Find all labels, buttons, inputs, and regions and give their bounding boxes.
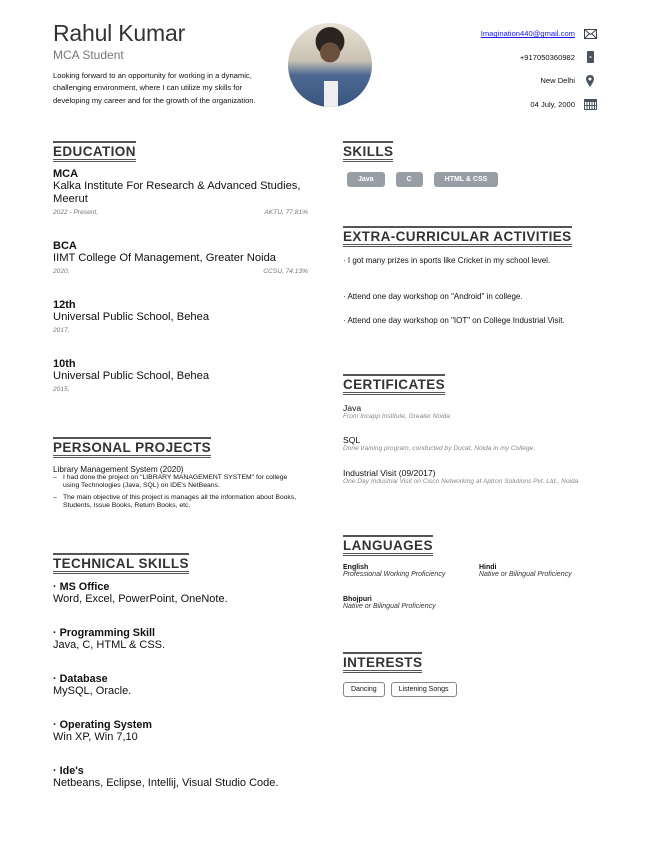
period: 2017,	[53, 327, 70, 334]
interest-pill: Dancing	[343, 682, 385, 697]
envelope-icon	[583, 27, 597, 40]
certificate-item	[343, 468, 598, 487]
language-item	[479, 564, 619, 578]
period: 2022 - Present,	[53, 209, 99, 216]
project-title: Library Management System (2020)	[53, 465, 184, 474]
certificate-item	[343, 435, 598, 454]
contact-dob	[481, 93, 597, 117]
language-level: Professional Working Proficiency	[343, 571, 446, 578]
phone-text: +917050360982	[519, 52, 575, 62]
language-name: Hindi	[479, 564, 497, 571]
period: 2015,	[53, 386, 70, 393]
degree: 10th	[53, 358, 76, 370]
institute: Universal Public School, Behea	[53, 370, 210, 382]
certificate-title: Java	[343, 403, 362, 413]
education-item	[53, 358, 308, 393]
projects-heading: PERSONAL PROJECTS	[53, 437, 211, 458]
activity-item: · Attend one day workshop on "IOT" on College Industrial Visit.	[343, 316, 565, 325]
interest-list	[343, 682, 457, 697]
certificates-heading: CERTIFICATES	[343, 374, 445, 395]
institute: IIMT College Of Management, Greater Noida	[53, 252, 277, 264]
language-name: English	[343, 564, 369, 571]
certificate-title: Industrial Visit (09/2017)	[343, 468, 436, 478]
interest-pill: Listening Songs	[391, 682, 457, 697]
certificate-desc: From Incapp Institute, Greater Noida	[343, 413, 451, 420]
skills-heading: SKILLS	[343, 141, 393, 162]
degree: 12th	[53, 299, 76, 311]
institute: Kalka Institute For Research & Advanced Studies, Meerut	[53, 180, 301, 205]
skill-chip: HTML & CSS	[434, 172, 499, 187]
phone-icon	[583, 51, 597, 64]
language-name: Bhojpuri	[343, 596, 372, 603]
tech-skill-item	[53, 765, 323, 789]
contact-block	[481, 22, 597, 116]
education-item	[53, 168, 308, 216]
email-link[interactable]: Imagination440@gmail.com	[480, 29, 575, 39]
language-item	[343, 596, 483, 610]
tech-skill-heading: · Operating System	[53, 719, 152, 731]
period: 2020,	[53, 268, 70, 275]
skill-chips	[347, 172, 498, 187]
degree: MCA	[53, 168, 79, 180]
summary-text: Looking forward to an opportunity for working in a dynamic, challenging environment, where I can utilize my skills for developing my career and for the growth of the organization.	[53, 71, 256, 105]
tech-skill-value: MySQL, Oracle.	[53, 685, 132, 697]
candidate-name: Rahul Kumar	[53, 20, 186, 46]
tech-skill-heading: · Programming Skill	[53, 627, 155, 639]
tech-skill-item	[53, 627, 323, 651]
activity-item: · Attend one day workshop on "Android" in college.	[343, 292, 523, 301]
tech-skill-heading: · MS Office	[53, 581, 110, 593]
technical-skills-heading: TECHNICAL SKILLS	[53, 553, 189, 574]
candidate-role: MCA Student	[53, 48, 124, 62]
languages-heading: LANGUAGES	[343, 535, 433, 556]
skill-chip: C	[396, 172, 423, 187]
language-item	[343, 564, 483, 578]
profile-photo	[288, 23, 372, 107]
certificate-item	[343, 403, 598, 422]
activity-item: · I got many prizes in sports like Cricket in my school level.	[343, 256, 551, 265]
contact-location	[481, 69, 597, 93]
tech-skill-heading: · Ide's	[53, 765, 84, 777]
language-level: Native or Bilingual Proficiency	[479, 571, 572, 578]
dob-text: 04 July, 2000	[530, 99, 575, 109]
project-item	[53, 465, 303, 514]
education-item	[53, 240, 308, 275]
tech-skill-item	[53, 581, 323, 605]
tech-skill-value: Word, Excel, PowerPoint, OneNote.	[53, 593, 228, 605]
score: CCSU, 74.13%	[263, 268, 308, 275]
tech-skill-item	[53, 673, 323, 697]
contact-email	[481, 22, 597, 46]
skill-chip: Java	[347, 172, 385, 187]
education-item	[53, 299, 308, 334]
education-heading: EDUCATION	[53, 141, 136, 162]
certificate-title: SQL	[343, 435, 361, 445]
certificate-desc: One Day Industrial Visit on Cisco Networking at Aptron Solutions Pvt. Ltd., Noida	[343, 478, 579, 485]
location-text: New Delhi	[540, 76, 575, 86]
institute: Universal Public School, Behea	[53, 311, 210, 323]
tech-skill-value: Win XP, Win 7,10	[53, 731, 138, 743]
calendar-icon	[583, 98, 597, 111]
location-pin-icon	[583, 74, 597, 87]
project-point: – I had done the project on "LIBRARY MANAGEMENT SYSTEM" for college using Technologies (Java, SQL) on IDE's NetBeans.	[63, 474, 303, 491]
contact-phone	[481, 46, 597, 70]
certificate-desc: Done training program, conducted by Ducat, Noida in my College.	[343, 445, 536, 452]
interests-heading: INTERESTS	[343, 652, 422, 673]
score: AKTU, 77.81%	[264, 209, 308, 216]
extra-curricular-heading: EXTRA-CURRICULAR ACTIVITIES	[343, 226, 572, 247]
degree: BCA	[53, 240, 77, 252]
tech-skill-heading: · Database	[53, 673, 108, 685]
project-point: – The main objective of this project is manages all the information about Books, Students, Issue Books, Return Books, etc.	[63, 494, 303, 511]
tech-skill-value: Java, C, HTML & CSS.	[53, 639, 166, 651]
tech-skill-item	[53, 719, 323, 743]
tech-skill-value: Netbeans, Eclipse, Intellij, Visual Studio Code.	[53, 777, 279, 789]
language-level: Native or Bilingual Proficiency	[343, 603, 436, 610]
